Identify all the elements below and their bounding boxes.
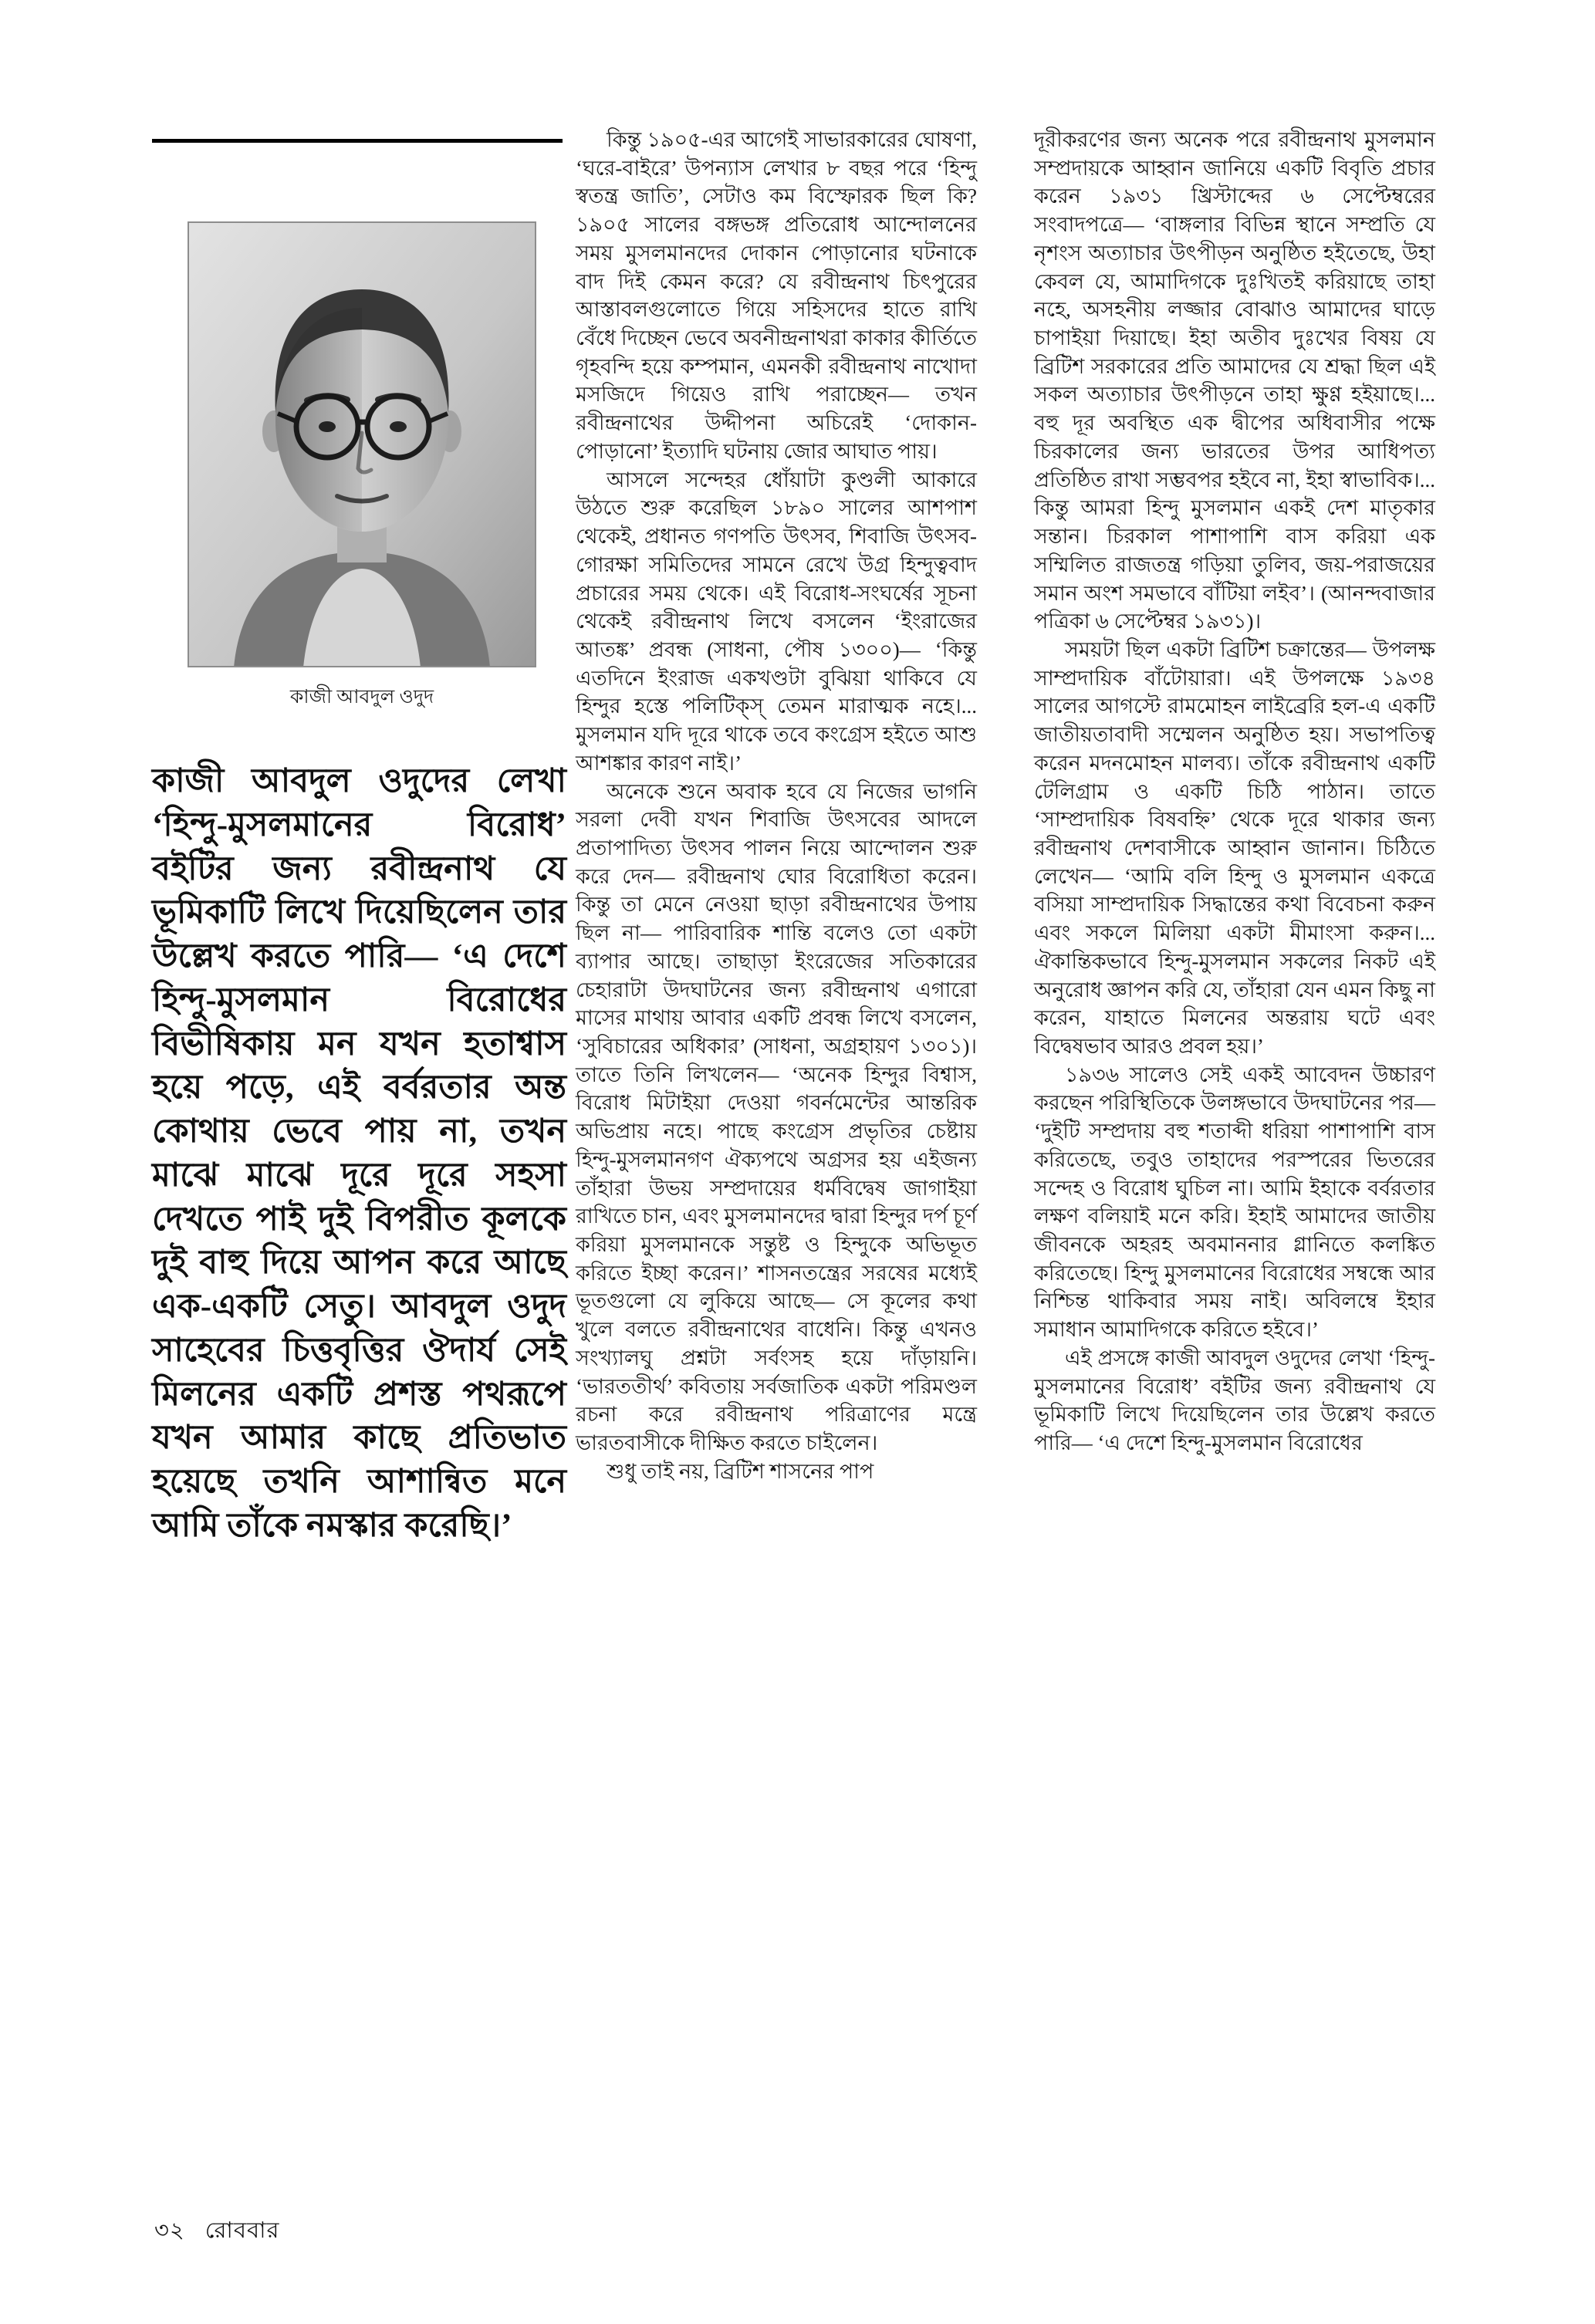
body-paragraph: অনেকে শুনে অবাক হবে যে নিজের ভাগনি সরলা দেবী যখন শিবাজি উৎসবের আদলে প্রতাপাদিত্য উৎসব পালন নিয়ে আন্দোলন শুরু করে দেন— রবীন্দ্রনাথ ঘোর বিরোধিতা করেন। কিন্তু তা মেনে নেওয়া ছাড়া রবীন্দ্রনাথের উপায় ছিল না— পারিবারিক শান্তি বলেও তো একটা ব্যাপার আছে। তাছাড়া ইংরেজের সতিকারের চেহারাটা উদঘাটনের জন্য রবীন্দ্রনাথ এগারো মাসের মাথায় আবার একটি প্রবন্ধ লিখে বসলেন, ‘সুবিচারের অধিকার’ (সাধনা, অগ্রহায়ণ ১৩০১)। তাতে তিনি লিখলেন— ‘অনেক হিন্দুর বিশ্বাস, বিরোধ মিটাইয়া দেওয়া গবর্নমেন্টের আন্তরিক অভিপ্রায় নহে। পাছে কংগ্রেস প্রভৃতির চেষ্টায় হিন্দু-মুসলমানগণ ঐক্যপথে অগ্রসর হয় এইজন্য তাঁহারা উভয় সম্প্রদায়ের ধর্মবিদ্বেষ জাগাইয়া রাখিতে চান, এবং মুসলমানদের দ্বারা হিন্দুর দর্প চূর্ণ করিয়া মুসলমানকে সন্তুষ্ট ও হিন্দুকে অভিভূত করিতে ইচ্ছা করেন।’ শাসনতন্ত্রের সরষের মধ্যেই ভূতগুলো যে লুকিয়ে আছে— সে কূলের কথা খুলে বলতে রবীন্দ্রনাথের বাধেনি। কিন্তু এখনও সংখ্যালঘু প্রশ্নটা সর্বংসহ হয়ে দাঁড়ায়নি। ‘ভারততীর্থ’ কবিতায় সর্বজাতিক একটা পরিমণ্ডল রচনা করে রবীন্দ্রনাথ পরিত্রাণের মন্ত্রে ভারতবাসীকে দীক্ষিত করতে চাইলেন।: [576, 779, 977, 1455]
photo-block: [188, 221, 536, 714]
magazine-name: রোববার: [204, 2218, 280, 2243]
body-paragraph: ১৯৩৬ সালেও সেই একই আবেদন উচ্চারণ করছেন পরিস্থিতিকে উলঙ্গভাবে উদঘাটনের পর— ‘দুইটি সম্প্রদায় বহু শতাব্দী ধরিয়া পাশাপাশি বাস করিতেছে, তবুও তাহাদের পরস্পরের ভিতরের সন্দেহ ও বিরোধ ঘুচিল না। আমি ইহাকে বর্বরতার লক্ষণ বলিয়াই মনে করি। ইহাই আমাদের জাতীয় জীবনকে অহরহ অবমাননার গ্লানিতে কলঙ্কিত করিতেছে। হিন্দু মুসলমানের বিরোধের সম্বন্ধে আর নিশ্চিন্ত থাকিবার সময় নাই। অবিলম্বে ইহার সমাধান আমাদিগকে করিতে হইবে।’: [1034, 1062, 1435, 1342]
page-footer: [154, 2213, 280, 2251]
page-number: ৩২: [154, 2218, 185, 2243]
column-right: [1034, 126, 1435, 1458]
section-divider-rule: [152, 139, 563, 143]
portrait-photo-illustration: [188, 221, 536, 667]
portrait-photo: [188, 221, 536, 667]
body-paragraph: সময়টা ছিল একটা ব্রিটিশ চক্রান্তের— উপলক্ষ সাম্প্রদায়িক বাঁটোয়ারা। এই উপলক্ষে ১৯৩৪ সালের আগস্টে রামমোহন লাইব্রেরি হল-এ একটি জাতীয়তাবাদী সম্মেলন অনুষ্ঠিত হয়। সভাপতিত্ব করেন মদনমোহন মালব্য। তাঁকে রবীন্দ্রনাথ একটি টেলিগ্রাম ও একটি চিঠি পাঠান। তাতে ‘সাম্প্রদায়িক বিষবহ্নি’ থেকে দূরে থাকার জন্য রবীন্দ্রনাথ দেশবাসীকে আহ্বান জানান। চিঠিতে লেখেন— ‘আমি বলি হিন্দু ও মুসলমান একত্রে বসিয়া সাম্প্রদায়িক সিদ্ধান্তের কথা বিবেচনা করুন এবং সকলে মিলিয়া একটা মীমাংসা করুন।... ঐকান্তিকভাবে হিন্দু-মুসলমান সকলের নিকট এই অনুরোধ জ্ঞাপন করি যে, তাঁহারা যেন এমন কিছু না করেন, যাহাতে মিলনের অন্তরায় ঘটে এবং বিদ্বেষভাব আরও প্রবল হয়।’: [1034, 637, 1435, 1058]
body-paragraph: দূরীকরণের জন্য অনেক পরে রবীন্দ্রনাথ মুসলমান সম্প্রদায়কে আহ্বান জানিয়ে একটি বিবৃতি প্রচার করেন ১৯৩১ খ্রিস্টাব্দের ৬ সেপ্টেম্বরের সংবাদপত্রে— ‘বাঙ্গলার বিভিন্ন স্থানে সম্প্রতি যে নৃশংস অত্যাচার উৎপীড়ন অনুষ্ঠিত হইতেছে, উহা কেবল যে, আমাদিগকে দুঃখিতই করিয়াছে তাহা নহে, অসহনীয় লজ্জার বোঝাও আমাদের ঘাড়ে চাপাইয়া দিয়াছে। ইহা অতীব দুঃখের বিষয় যে ব্রিটিশ সরকারের প্রতি আমাদের যে শ্রদ্ধা ছিল এই সকল অত্যাচার উৎপীড়নে তাহা ক্ষুণ্ণ হইয়াছে।... বহু দূর অবস্থিত এক দ্বীপের অধিবাসীর পক্ষে চিরকালের জন্য ভারতের উপর আধিপত্য প্রতিষ্ঠিত রাখা সম্ভবপর হইবে না, ইহা স্বাভাবিক।... কিন্তু আমরা হিন্দু মুসলমান একই দেশ মাতৃকার সন্তান। চিরকাল পাশাপাশি বাস করিয়া এক সম্মিলিত রাজতন্ত্র গড়িয়া তুলিব, জয়-পরাজয়ের সমান অংশ সমভাবে বাঁটিয়া লইব’। (আনন্দবাজার পত্রিকা ৬ সেপ্টেম্বর ১৯৩১)।: [1034, 128, 1435, 633]
photo-caption: কাজী আবদুল ওদুদ: [289, 687, 434, 708]
body-paragraph: এই প্রসঙ্গে কাজী আবদুল ওদুদের লেখা ‘হিন্দু-মুসলমানের বিরোধ’ বইটির জন্য রবীন্দ্রনাথ যে ভূমিকাটি লিখে দিয়েছিলেন তার উল্লেখ করতে পারি— ‘এ দেশে হিন্দু-মুসলমান বিরোধের: [1034, 1346, 1435, 1455]
column-middle: [576, 126, 977, 1486]
intro-pull-quote: কাজী আবদুল ওদুদের লেখা ‘হিন্দু-মুসলমানের বিরোধ’ বইটির জন্য রবীন্দ্রনাথ যে ভূমিকাটি লিখে দিয়েছিলেন তার উল্লেখ করতে পারি— ‘এ দেশে হিন্দু-মুসলমান বিরোধের বিভীষিকায় মন যখন হতাশ্বাস হয়ে পড়ে, এই বর্বরতার অন্ত কোথায় ভেবে পায় না, তখন মাঝে মাঝে দূরে দূরে সহসা দেখতে পাই দুই বিপরীত কূলকে দুই বাহু দিয়ে আপন করে আছে এক-একটি সেতু। আবদুল ওদুদ সাহেবের চিত্তবৃত্তির ঔদার্য সেই মিলনের একটি প্রশস্ত পথরূপে যখন আমার কাছে প্রতিভাত হয়েছে তখনি আশান্বিত মনে আমি তাঁকে নমস্কার করেছি।’: [152, 763, 566, 1544]
body-paragraph: আসলে সন্দেহর ধোঁয়াটা কুণ্ডলী আকারে উঠতে শুরু করেছিল ১৮৯০ সালের আশপাশ থেকেই, প্রধানত গণপতি উৎসব, শিবাজি উৎসব-গোরক্ষা সমিতিদের সামনে রেখে উগ্র হিন্দুত্ববাদ প্রচারের সময় থেকে। এই বিরোধ-সংঘর্ষের সূচনা থেকেই রবীন্দ্রনাথ লিখে বসলেন ‘ইংরাজের আতঙ্ক’ প্রবন্ধ (সাধনা, পৌষ ১৩০০)— ‘কিন্তু এতদিনে ইংরাজ একখণ্ডটা বুঝিয়া থাকিবে যে হিন্দুর হস্তে পলিটিক্স্ তেমন মারাত্মক নহে।... মুসলমান যদি দূরে থাকে তবে কংগ্রেস হইতে আশু আশঙ্কার কারণ নাই।’: [576, 468, 977, 775]
body-paragraph: শুধু তাই নয়, ব্রিটিশ শাসনের পাপ: [607, 1459, 874, 1483]
body-paragraph: কিন্তু ১৯০৫-এর আগেই সাভারকারের ঘোষণা, ‘ঘরে-বাইরে’ উপন্যাস লেখার ৮ বছর পরে ‘হিন্দু স্বতন্ত্র জাতি’, সেটাও কম বিস্ফোরক ছিল কি? ১৯০৫ সালের বঙ্গভঙ্গ প্রতিরোধ আন্দোলনের সময় মুসলমানদের দোকান পোড়ানোর ঘটনাকে বাদ দিই কেমন করে? যে রবীন্দ্রনাথ চিৎপুরের আস্তাবলগুলোতে গিয়ে সহিসদের হাতে রাখি বেঁধে দিচ্ছেন ভেবে অবনীন্দ্রনাথরা কাকার কীর্তিতে গৃহবন্দি হয়ে কম্পমান, এমনকী রবীন্দ্রনাথ নাখোদা মসজিদে গিয়েও রাখি পরাচ্ছেন— তখন রবীন্দ্রনাথের উদ্দীপনা অচিরেই ‘দোকান-পোড়ানো’ ইত্যাদি ঘটনায় জোর আঘাত পায়।: [576, 128, 977, 463]
